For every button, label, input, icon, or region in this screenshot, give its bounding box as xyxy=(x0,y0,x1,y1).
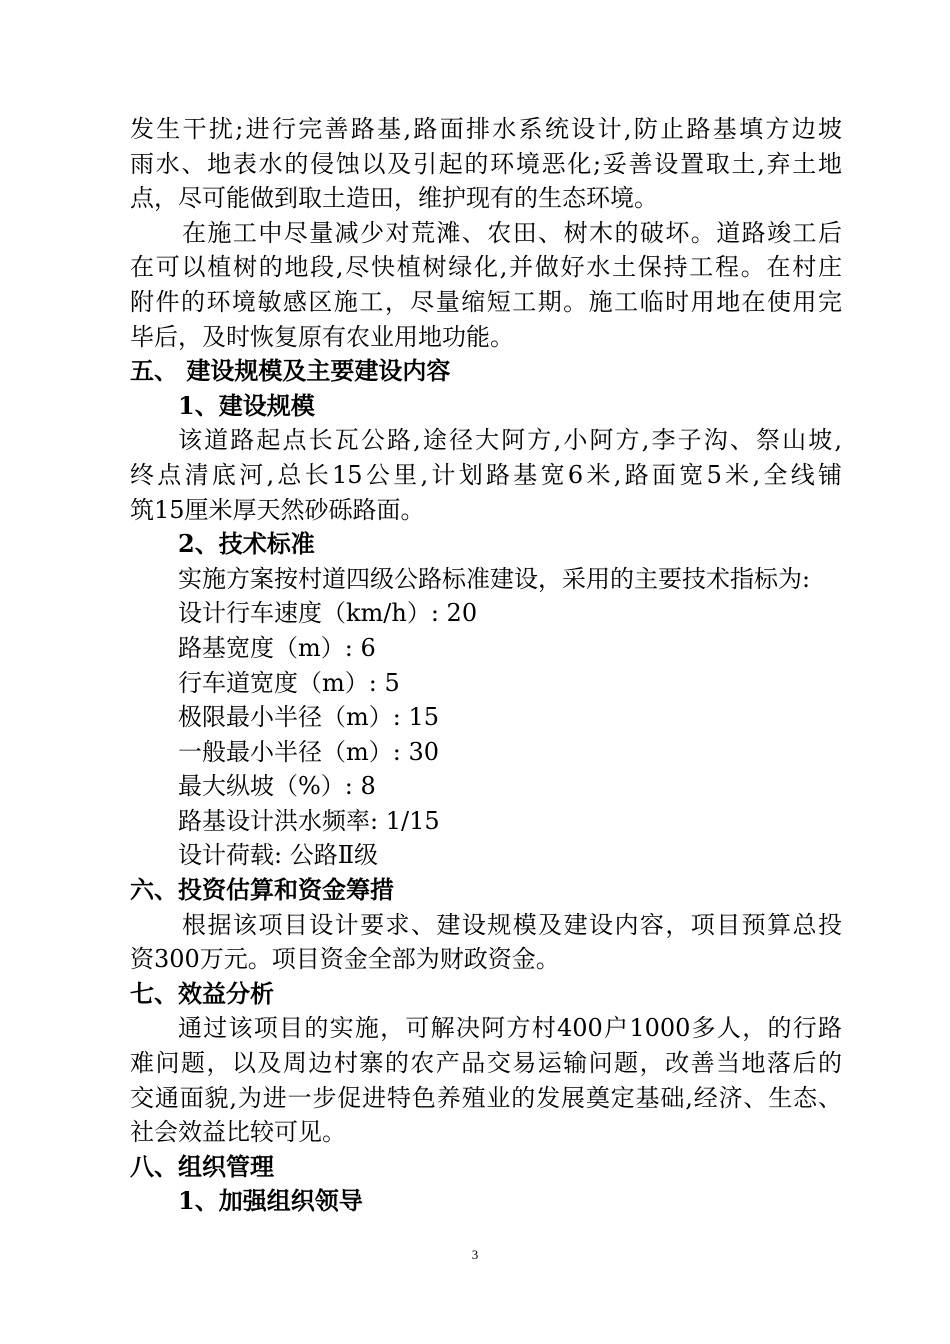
paragraph-line: 筑15厘米厚天然砂砾路面。 xyxy=(130,495,425,524)
standards-intro: 实施方案按村道四级公路标准建设，采用的主要技术指标为: xyxy=(178,564,811,593)
standard-item: 最大纵坡（%）: 8 xyxy=(178,772,376,801)
paragraph-line: 终点清底河,总长15公里,计划路基宽6米,路面宽5米,全线铺 xyxy=(130,460,842,489)
paragraph-line: 雨水、地表水的侵蚀以及引起的环境恶化;妥善设置取土,弃土地 xyxy=(130,149,842,178)
paragraph-line: 资300万元。项目资金全部为财政资金。 xyxy=(130,945,560,974)
standard-item: 设计行车速度（km/h）: 20 xyxy=(178,599,478,628)
standard-item: 一般最小半径（m）: 30 xyxy=(178,737,440,766)
standard-item: 设计荷载: 公路Ⅱ级 xyxy=(178,841,379,870)
subsection-heading-standards: 2、技术标准 xyxy=(178,529,315,559)
paragraph-line: 发生干扰;进行完善路基,路面排水系统设计,防止路基填方边坡 xyxy=(130,115,842,143)
paragraph-line: 毕后，及时恢复原有农业用地功能。 xyxy=(130,322,514,351)
standard-item: 行车道宽度（m）: 5 xyxy=(178,668,400,697)
page-body xyxy=(130,112,842,1219)
section-heading-8: 八、组织管理 xyxy=(130,1151,274,1181)
page-number: 3 xyxy=(471,1247,479,1262)
section-heading-7: 七、效益分析 xyxy=(130,978,274,1008)
paragraph-line: 附件的环境敏感区施工，尽量缩短工期。施工临时用地在使用完 xyxy=(130,287,842,316)
subsection-heading-scale: 1、建设规模 xyxy=(178,390,315,420)
subsection-heading-leadership: 1、加强组织领导 xyxy=(178,1186,363,1216)
standard-item: 路基设计洪水频率: 1/15 xyxy=(178,806,440,835)
standard-item: 路基宽度（m）: 6 xyxy=(178,633,376,662)
paragraph-line: 在可以植树的地段,尽快植树绿化,并做好水土保持工程。在村庄 xyxy=(130,253,842,282)
paragraph-line: 根据该项目设计要求、建设规模及建设内容，项目预算总投 xyxy=(182,910,842,939)
paragraph-line: 在施工中尽量减少对荒滩、农田、树木的破坏。道路竣工后 xyxy=(182,218,842,247)
standard-item: 极限最小半径（m）: 15 xyxy=(178,703,440,732)
section-heading-5: 五、 建设规模及主要建设内容 xyxy=(130,356,451,386)
paragraph-line: 社会效益比较可见。 xyxy=(130,1118,346,1147)
paragraph-line: 通过该项目的实施，可解决阿方村400户1000多人，的行路 xyxy=(178,1014,842,1043)
paragraph-line: 该道路起点长瓦公路,途径大阿方,小阿方,李子沟、祭山坡, xyxy=(178,426,842,455)
paragraph-line: 点，尽可能做到取土造田，维护现有的生态环境。 xyxy=(130,184,658,213)
section-heading-6: 六、投资估算和资金筹措 xyxy=(130,875,394,905)
paragraph-line: 难问题，以及周边村寨的农产品交易运输问题，改善当地落后的 xyxy=(130,1049,842,1078)
paragraph-line: 交通面貌,为进一步促进特色养殖业的发展奠定基础,经济、生态、 xyxy=(130,1083,842,1112)
